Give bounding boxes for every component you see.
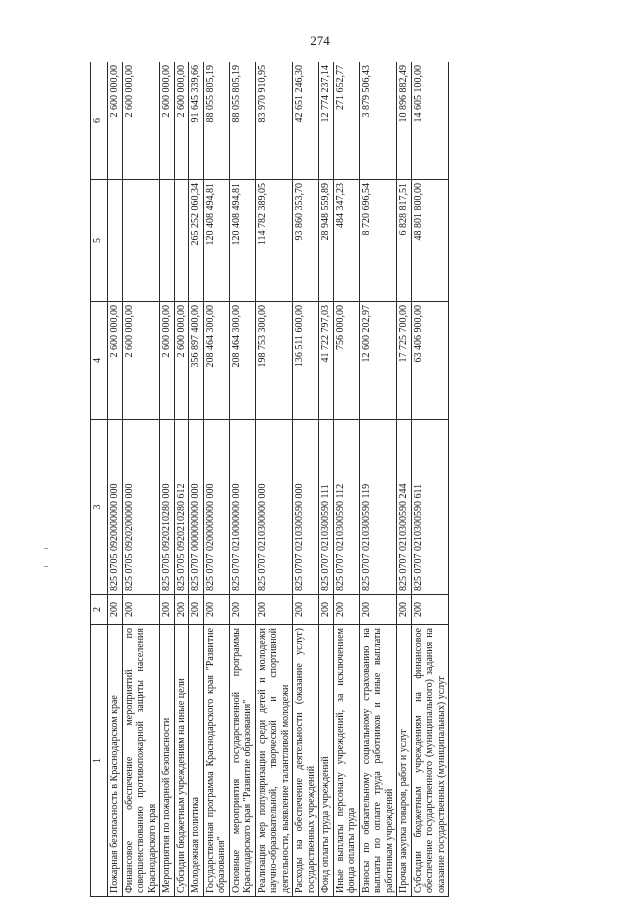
approved-amount xyxy=(397,302,412,420)
executed-amount-value: 48 801 800,00 xyxy=(412,183,424,241)
table-body xyxy=(108,62,449,897)
row-name: Реализация мер популяризации среди детей и молодежи научно-образовательной, творческой и спортивной деятельности, выявление талантливой молодежи xyxy=(255,625,293,897)
executed-amount xyxy=(359,180,397,302)
approved-amount xyxy=(122,302,160,420)
approved-amount xyxy=(411,302,449,420)
budget-classification-code-value: 825 0707 0210300590 111 xyxy=(320,484,331,591)
unexecuted-amount-value: 2 600 000,00 xyxy=(109,65,120,118)
executed-amount xyxy=(189,180,204,302)
unexecuted-amount-value: 2 600 000,00 xyxy=(123,65,135,118)
row-code-200: 200 xyxy=(411,595,449,625)
table-row xyxy=(333,62,359,897)
row-code-200: 200 xyxy=(333,595,359,625)
approved-amount xyxy=(174,302,189,420)
budget-classification-code xyxy=(174,420,189,595)
executed-amount-value: 120 408 494,81 xyxy=(230,183,242,246)
unexecuted-amount xyxy=(203,62,229,180)
rotated-table-viewport xyxy=(90,62,600,897)
budget-classification-code xyxy=(160,420,175,595)
budget-classification-code-value: 825 0707 0210300000 000 xyxy=(256,483,268,591)
column-header: 5 xyxy=(91,180,108,302)
executed-amount-value: 8 720 696,54 xyxy=(360,183,372,236)
rotated-table-container xyxy=(90,62,600,897)
approved-amount xyxy=(293,302,319,420)
column-header: 2 xyxy=(91,595,108,625)
approved-amount-value: 2 600 000,00 xyxy=(161,305,172,358)
executed-amount-value: 6 828 817,51 xyxy=(398,183,409,236)
unexecuted-amount xyxy=(108,62,123,180)
unexecuted-amount xyxy=(397,62,412,180)
executed-amount xyxy=(203,180,229,302)
table-row xyxy=(319,62,334,897)
budget-classification-code xyxy=(189,420,204,595)
executed-amount xyxy=(319,180,334,302)
unexecuted-amount xyxy=(411,62,449,180)
budget-classification-code xyxy=(319,420,334,595)
row-name: Прочая закупка товаров, работ и услуг xyxy=(397,625,412,897)
unexecuted-amount-value: 42 651 246,30 xyxy=(294,65,305,123)
executed-amount-value: 120 408 494,81 xyxy=(204,183,216,246)
unexecuted-amount xyxy=(122,62,160,180)
column-header: 6 xyxy=(91,62,108,180)
table-row xyxy=(255,62,293,897)
unexecuted-amount-value: 88 055 805,19 xyxy=(204,65,216,123)
approved-amount-value: 356 897 400,00 xyxy=(190,305,201,368)
unexecuted-amount xyxy=(229,62,255,180)
executed-amount-value: 114 782 389,05 xyxy=(256,183,268,246)
executed-amount xyxy=(411,180,449,302)
executed-amount xyxy=(333,180,359,302)
executed-amount xyxy=(397,180,412,302)
row-name: Субсидии бюджетным учреждениям на иные цели xyxy=(174,625,189,897)
budget-classification-code xyxy=(359,420,397,595)
executed-amount xyxy=(122,180,160,302)
row-name: Пожарная безопасность в Краснодарском крае xyxy=(108,625,123,897)
table-row xyxy=(203,62,229,897)
approved-amount-value: 136 511 600,00 xyxy=(294,305,305,368)
row-code-200: 200 xyxy=(319,595,334,625)
executed-amount xyxy=(229,180,255,302)
budget-classification-code-value: 825 0705 0920000000 000 xyxy=(109,483,120,591)
budget-classification-code-value: 825 0707 0210300590 611 xyxy=(412,483,424,591)
executed-amount-value: 265 252 060,34 xyxy=(190,183,201,246)
row-code-200: 200 xyxy=(174,595,189,625)
budget-classification-code-value: 825 0705 0920210280 000 xyxy=(161,483,172,591)
approved-amount-value: 756 000,00 xyxy=(334,305,346,350)
budget-classification-code-value: 825 0707 0200000000 000 xyxy=(204,483,216,591)
row-code-200: 200 xyxy=(122,595,160,625)
executed-amount xyxy=(108,180,123,302)
row-name: Взносы по обязательному социальному страхованию на выплаты по оплате труда работников и иные выплаты работникам учреждений xyxy=(359,625,397,897)
budget-classification-code-value: 825 0705 0920200000 000 xyxy=(123,483,135,591)
unexecuted-amount-value: 2 600 000,00 xyxy=(175,65,187,118)
row-code-200: 200 xyxy=(397,595,412,625)
row-name: Молодежная политика xyxy=(189,625,204,897)
row-name: Финансовое обеспечение мероприятий по совершенствованию противопожарной защиты населения Краснодарского края xyxy=(122,625,160,897)
executed-amount xyxy=(255,180,293,302)
approved-amount-value: 2 600 000,00 xyxy=(123,305,135,358)
unexecuted-amount-value: 271 652,77 xyxy=(334,65,346,110)
budget-classification-code xyxy=(255,420,293,595)
unexecuted-amount xyxy=(189,62,204,180)
executed-amount xyxy=(293,180,319,302)
budget-table xyxy=(90,62,449,897)
scan-artifact xyxy=(44,566,48,567)
unexecuted-amount-value: 3 879 506,43 xyxy=(360,65,372,118)
column-header: 4 xyxy=(91,302,108,420)
approved-amount-value: 17 725 700,00 xyxy=(398,305,409,363)
unexecuted-amount-value: 88 055 805,19 xyxy=(230,65,242,123)
approved-amount-value: 2 600 000,00 xyxy=(109,305,120,358)
unexecuted-amount xyxy=(333,62,359,180)
scan-artifact xyxy=(44,548,48,549)
budget-classification-code xyxy=(203,420,229,595)
approved-amount-value: 63 406 900,00 xyxy=(412,305,424,363)
approved-amount xyxy=(108,302,123,420)
budget-classification-code xyxy=(108,420,123,595)
approved-amount xyxy=(359,302,397,420)
executed-amount xyxy=(174,180,189,302)
table-row xyxy=(359,62,397,897)
row-name: Основные мероприятия государственной программы Краснодарского края "Развитие образования" xyxy=(229,625,255,897)
approved-amount-value: 208 464 300,00 xyxy=(204,305,216,368)
table-row xyxy=(108,62,123,897)
approved-amount-value: 41 722 797,03 xyxy=(320,305,331,363)
budget-classification-code-value: 825 0707 0210300590 244 xyxy=(398,483,409,591)
table-row xyxy=(229,62,255,897)
row-name: Субсидии бюджетным учреждениям на финансовое обеспечение государственного (муниципального) задания на оказание государственных (муниципальных) услуг xyxy=(411,625,449,897)
budget-classification-code-value: 825 0705 0920210280 612 xyxy=(175,483,187,591)
budget-classification-code xyxy=(411,420,449,595)
approved-amount xyxy=(160,302,175,420)
budget-classification-code xyxy=(333,420,359,595)
row-name: Мероприятия по пожарной безопасности xyxy=(160,625,175,897)
row-code-200: 200 xyxy=(293,595,319,625)
unexecuted-amount xyxy=(293,62,319,180)
budget-classification-code-value: 825 0707 0210300590 000 xyxy=(294,483,305,591)
approved-amount xyxy=(229,302,255,420)
row-code-200: 200 xyxy=(359,595,397,625)
approved-amount-value: 2 600 000,00 xyxy=(175,305,187,358)
executed-amount-value: 484 347,23 xyxy=(334,183,346,228)
table-row xyxy=(160,62,175,897)
row-code-200: 200 xyxy=(108,595,123,625)
row-name: Государственная программа Краснодарского края "Развитие образования" xyxy=(203,625,229,897)
table-row xyxy=(397,62,412,897)
row-code-200: 200 xyxy=(229,595,255,625)
budget-classification-code xyxy=(122,420,160,595)
unexecuted-amount-value: 91 645 339,66 xyxy=(190,65,201,123)
budget-classification-code-value: 825 0707 0210300590 119 xyxy=(360,483,372,591)
row-code-200: 200 xyxy=(160,595,175,625)
unexecuted-amount xyxy=(255,62,293,180)
approved-amount xyxy=(255,302,293,420)
row-name: Иные выплаты персоналу учреждений, за исключением фонда оплаты труда xyxy=(333,625,359,897)
row-code-200: 200 xyxy=(203,595,229,625)
row-name: Фонд оплаты труда учреждений xyxy=(319,625,334,897)
unexecuted-amount-value: 14 605 100,00 xyxy=(412,65,424,123)
table-row xyxy=(293,62,319,897)
page-number: 274 xyxy=(310,33,330,48)
approved-amount-value: 208 464 300,00 xyxy=(230,305,242,368)
table-row xyxy=(122,62,160,897)
budget-classification-code xyxy=(397,420,412,595)
column-header: 1 xyxy=(91,625,108,897)
table-row xyxy=(411,62,449,897)
budget-classification-code-value: 825 0707 0210000000 000 xyxy=(230,483,242,591)
row-name: Расходы на обеспечение деятельности (оказание услуг) государственных учреждений xyxy=(293,625,319,897)
row-code-200: 200 xyxy=(189,595,204,625)
unexecuted-amount-value: 10 896 882,49 xyxy=(398,65,409,123)
approved-amount-value: 12 600 202,97 xyxy=(360,305,372,363)
executed-amount-value: 93 860 353,70 xyxy=(294,183,305,241)
column-header: 3 xyxy=(91,420,108,595)
executed-amount xyxy=(160,180,175,302)
approved-amount-value: 198 753 300,00 xyxy=(256,305,268,368)
approved-amount xyxy=(319,302,334,420)
unexecuted-amount xyxy=(174,62,189,180)
budget-classification-code-value: 825 0707 0000000000 000 xyxy=(190,483,201,591)
approved-amount xyxy=(203,302,229,420)
row-code-200: 200 xyxy=(255,595,293,625)
unexecuted-amount-value: 83 970 910,95 xyxy=(256,65,268,123)
unexecuted-amount xyxy=(160,62,175,180)
table-row xyxy=(189,62,204,897)
table-row xyxy=(174,62,189,897)
approved-amount xyxy=(189,302,204,420)
executed-amount-value: 28 948 559,89 xyxy=(320,183,331,241)
approved-amount xyxy=(333,302,359,420)
column-header-row xyxy=(91,62,108,897)
budget-classification-code-value: 825 0707 0210300590 112 xyxy=(334,483,346,591)
unexecuted-amount xyxy=(319,62,334,180)
budget-classification-code xyxy=(229,420,255,595)
budget-classification-code xyxy=(293,420,319,595)
unexecuted-amount-value: 2 600 000,00 xyxy=(161,65,172,118)
unexecuted-amount-value: 12 774 237,14 xyxy=(320,65,331,123)
unexecuted-amount xyxy=(359,62,397,180)
